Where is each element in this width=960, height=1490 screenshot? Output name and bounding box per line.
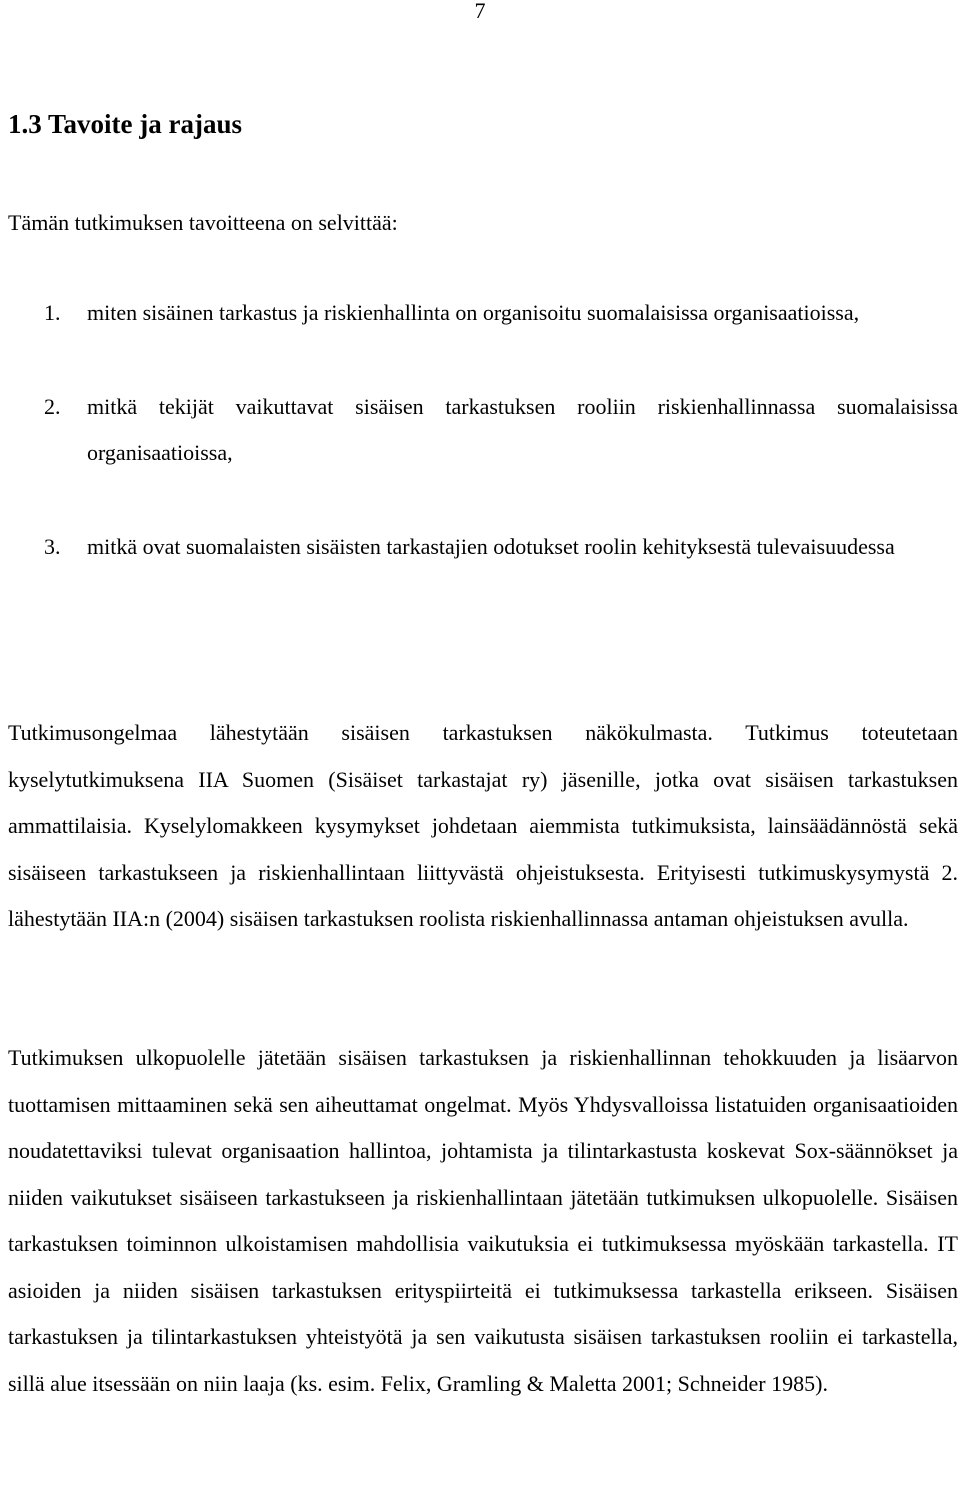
goal-number: 3. (44, 534, 61, 559)
goal-text: mitkä tekijät vaikuttavat sisäisen tarkastuksen rooliin riskienhallinnassa suomalaisissa organisaatioissa, (87, 394, 958, 465)
body-paragraph-scope-exclusions: Tutkimuksen ulkopuolelle jätetään sisäisen tarkastuksen ja riskienhallinnan tehokkuuden ja lisäarvon tuottamisen mittaaminen sekä sen aiheuttamat ongelmat. Myös Yhdysvalloissa listatuiden organisaatioiden noudatettaviksi tulevat organisaation hallintoa, johtamista ja tilintarkastusta koskevat Sox-säännökset ja niiden vaikutukset sisäiseen tarkastukseen ja riskienhallintaan jätetään tutkimuksen ulkopuolelle. Sisäisen tarkastuksen toiminnon ulkoistamisen mahdollisia vaikutuksia ei tutkimuksessa myöskään tarkastella. IT asioiden ja niiden sisäisen tarkastuksen erityspiirteitä ei tutkimuksessa tarkastella erikseen. Sisäisen tarkastuksen ja tilintarkastuksen yhteistyötä ja sen vaikutusta sisäisen tarkastuksen rooliin ei tarkastella, sillä alue itsessään on niin laaja (ks. esim. Felix, Gramling & Maletta 2001; Schneider 1985). (8, 1045, 958, 1396)
goal-text: miten sisäinen tarkastus ja riskienhallinta on organisoitu suomalaisissa organisaatioissa, (87, 300, 860, 325)
goal-item-1 (0, 290, 960, 336)
goal-number: 1. (44, 300, 61, 325)
body-paragraph-research-approach: Tutkimusongelmaa lähestytään sisäisen tarkastuksen näkökulmasta. Tutkimus toteutetaan kyselytutkimuksena IIA Suomen (Sisäiset tarkastajat ry) jäsenille, jotka ovat sisäisen tarkastuksen ammattilaisia. Kyselylomakkeen kysymykset johdetaan aiemmista tutkimuksista, lainsäädännöstä sekä sisäiseen tarkastukseen ja riskienhallintaan liittyvästä ohjeistuksesta. Erityisesti tutkimuskysymystä 2. lähestytään IIA:n (2004) sisäisen tarkastuksen roolista riskienhallinnassa antaman ohjeistuksen avulla. (8, 720, 958, 931)
page-number: 7 (474, 0, 486, 23)
goal-item-3 (0, 524, 960, 570)
section-heading: 1.3 Tavoite ja rajaus (8, 109, 243, 139)
goal-text: mitkä ovat suomalaisten sisäisten tarkastajien odotukset roolin kehityksestä tulevaisuudessa (87, 534, 895, 559)
intro-text: Tämän tutkimuksen tavoitteena on selvittää: (8, 210, 398, 235)
goal-number: 2. (44, 394, 61, 419)
goal-item-2 (0, 384, 960, 476)
goal-list (0, 290, 960, 618)
